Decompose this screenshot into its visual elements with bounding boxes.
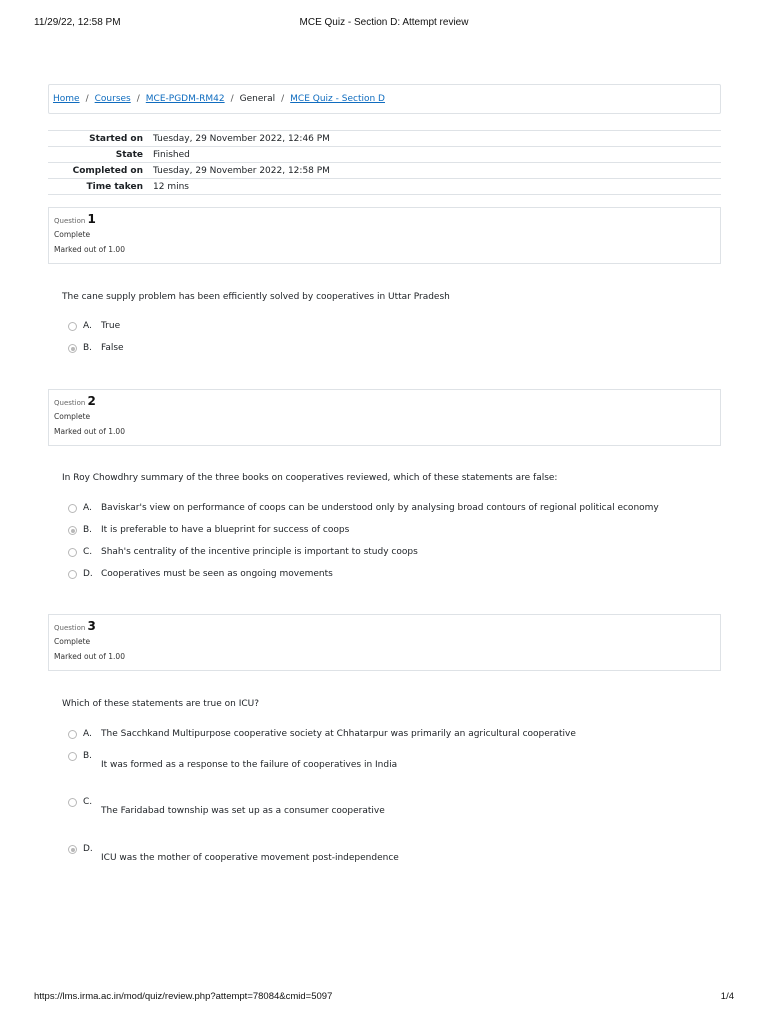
option-text: Shah's centrality of the incentive principle is important to study coops (101, 547, 418, 557)
option-text: False (101, 343, 124, 353)
answer-option[interactable] (68, 751, 397, 770)
option-text: Cooperatives must be seen as ongoing movements (101, 569, 333, 579)
breadcrumb (48, 84, 721, 114)
print-page-title: MCE Quiz - Section D: Attempt review (299, 17, 469, 28)
option-letter: D. (83, 844, 93, 854)
option-text: The Faridabad township was set up as a consumer cooperative (101, 806, 385, 816)
print-datetime: 11/29/22, 12:58 PM (34, 17, 121, 28)
option-letter: C. (83, 547, 93, 557)
option-text: It is preferable to have a blueprint for success of coops (101, 525, 350, 535)
question-marks: Marked out of 1.00 (54, 245, 125, 254)
question-text: The cane supply problem has been efficiently solved by cooperatives in Uttar Pradesh (62, 292, 450, 302)
radio-icon[interactable] (68, 504, 77, 513)
radio-icon[interactable] (68, 570, 77, 579)
radio-icon[interactable] (68, 322, 77, 331)
breadcrumb-home-link[interactable]: Home (53, 94, 80, 104)
radio-icon[interactable] (68, 548, 77, 557)
print-footer (34, 991, 734, 1005)
answer-option[interactable] (68, 343, 124, 353)
answer-option[interactable] (68, 547, 418, 557)
answer-option[interactable] (68, 321, 120, 331)
question-info-box (48, 389, 721, 446)
attempt-summary-table (48, 130, 721, 195)
question-status: Complete (54, 230, 91, 239)
answer-option[interactable] (68, 844, 399, 863)
option-text: The Sacchkand Multipurpose cooperative society at Chhatarpur was primarily an agricultural cooperative (101, 729, 576, 739)
breadcrumb-quiz-link[interactable]: MCE Quiz - Section D (290, 94, 385, 104)
summary-value: Tuesday, 29 November 2022, 12:58 PM (153, 165, 330, 176)
radio-icon[interactable] (68, 730, 77, 739)
radio-selected-icon[interactable] (68, 845, 77, 854)
breadcrumb-separator: / (136, 94, 140, 104)
question-label: Question (54, 624, 86, 632)
question-info-box (48, 207, 721, 264)
question-label: Question (54, 399, 86, 407)
answer-option[interactable] (68, 729, 576, 739)
question-number-value: 2 (87, 394, 96, 408)
question-marks: Marked out of 1.00 (54, 652, 125, 661)
question-label: Question (54, 217, 86, 225)
question-number (54, 212, 715, 226)
print-page-number: 1/4 (720, 991, 734, 1002)
summary-label: Completed on (72, 165, 143, 176)
answer-option[interactable] (68, 525, 349, 535)
option-letter: C. (83, 797, 93, 807)
option-text: It was formed as a response to the failure of cooperatives in India (101, 760, 398, 770)
answer-option[interactable] (68, 797, 385, 816)
breadcrumb-courses-link[interactable]: Courses (94, 94, 131, 104)
question-number-value: 1 (87, 212, 96, 226)
summary-value: Finished (153, 149, 190, 160)
radio-selected-icon[interactable] (68, 526, 77, 535)
option-letter: B. (83, 525, 93, 535)
option-text: True (101, 321, 121, 331)
option-letter: B. (83, 751, 93, 761)
option-text: ICU was the mother of cooperative movement post-independence (101, 853, 399, 863)
print-url: https://lms.irma.ac.in/mod/quiz/review.php?attempt=78084&cmid=5097 (34, 991, 333, 1002)
breadcrumb-separator: / (281, 94, 285, 104)
option-text: Baviskar's view on performance of coops can be understood only by analysing broad contours of regional political economy (101, 503, 659, 513)
answer-option[interactable] (68, 569, 333, 579)
question-status: Complete (54, 412, 91, 421)
question-text: Which of these statements are true on ICU? (62, 699, 260, 709)
question-text: In Roy Chowdhry summary of the three books on cooperatives reviewed, which of these statements are false: (62, 473, 558, 483)
question-info-box (48, 614, 721, 671)
answer-option[interactable] (68, 503, 659, 513)
radio-icon[interactable] (68, 752, 77, 761)
question-number (54, 619, 715, 633)
summary-row-time (48, 179, 721, 195)
option-letter: A. (83, 503, 92, 513)
breadcrumb-separator: / (230, 94, 234, 104)
question-status: Complete (54, 637, 91, 646)
summary-value: 12 mins (153, 181, 189, 192)
breadcrumb-general: General (239, 94, 276, 104)
option-letter: B. (83, 343, 93, 353)
question-number (54, 394, 715, 408)
summary-label: Started on (89, 133, 143, 144)
summary-row-completed (48, 163, 721, 179)
breadcrumb-course-link[interactable]: MCE-PGDM-RM42 (145, 94, 225, 104)
summary-row-started (48, 131, 721, 147)
breadcrumb-separator: / (85, 94, 89, 104)
option-letter: A. (83, 729, 92, 739)
summary-value: Tuesday, 29 November 2022, 12:46 PM (153, 133, 330, 144)
summary-label: State (115, 149, 143, 160)
question-number-value: 3 (87, 619, 96, 633)
option-letter: D. (83, 569, 93, 579)
summary-label: Time taken (86, 181, 143, 192)
radio-selected-icon[interactable] (68, 344, 77, 353)
print-header (34, 17, 734, 31)
option-letter: A. (83, 321, 92, 331)
summary-row-state (48, 147, 721, 163)
question-marks: Marked out of 1.00 (54, 427, 125, 436)
radio-icon[interactable] (68, 798, 77, 807)
